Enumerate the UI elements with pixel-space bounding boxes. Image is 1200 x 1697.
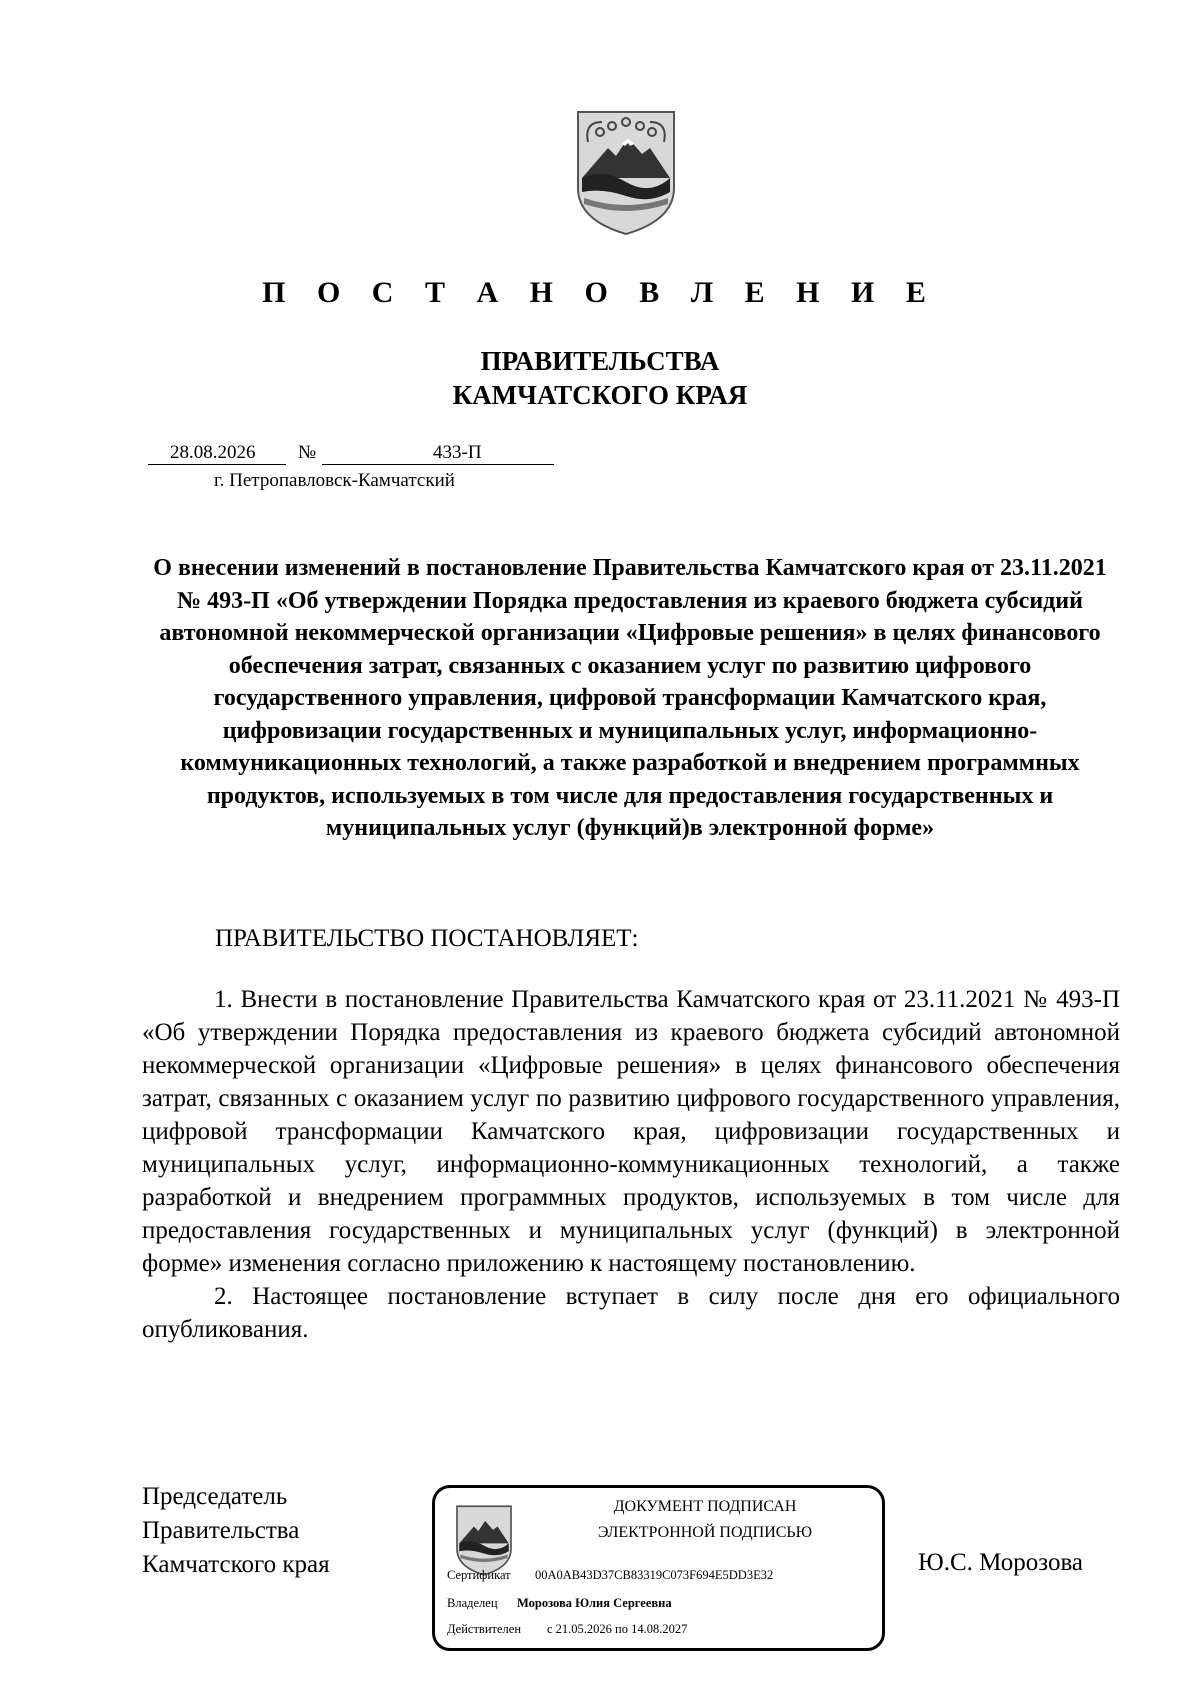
position-line-3: Камчатского края (142, 1551, 330, 1578)
validity-value: с 21.05.2026 по 14.08.2027 (547, 1622, 688, 1636)
stamp-coat-of-arms-icon (453, 1504, 515, 1576)
certificate-value: 00A0AB43D37CB83319C073F694E5DD3E32 (535, 1568, 774, 1582)
kamchatka-coat-of-arms-icon (572, 108, 680, 236)
stamp-validity-row (447, 1622, 688, 1637)
owner-value: Морозова Юлия Сергеевна (517, 1596, 672, 1610)
paragraph-1: 1. Внести в постановление Правительства Камчатского края от 23.11.2021 № 493-П «Об утверждении Порядка предоставления из краевого бюджета субсидий автономной некоммерческой организации «Цифровые решения» в целях финансового обеспечения затрат, связанных с оказанием услуг по развитию цифрового государственного управления, цифровой трансформации Камчатского края, цифровизации государственных и муниципальных услуг, информационно-коммуникационных технологий, а также разработкой и внедрением программных продуктов, используемых в том числе для предоставления государственных и муниципальных услуг (функций) в электронной форме» изменения согласно приложению к настоящему постановлению. (142, 986, 1120, 1277)
date-number-line (148, 442, 568, 466)
number-underline (322, 464, 554, 465)
authority-line-1: ПРАВИТЕЛЬСТВА (480, 346, 720, 376)
issuing-authority (0, 344, 1200, 412)
paragraph-2: 2. Настоящее постановление вступает в силу после дня его официального опубликования. (142, 1283, 1120, 1343)
date-underline (148, 464, 286, 465)
stamp-certificate-row (447, 1568, 774, 1583)
certificate-label: Сертификат (447, 1568, 511, 1582)
electronic-signature-stamp (432, 1485, 885, 1651)
stamp-line-1: ДОКУМЕНТ ПОДПИСАН (613, 1498, 797, 1515)
signatory-name: Ю.С. Морозова (918, 1549, 1084, 1576)
stamp-owner-row (447, 1596, 672, 1611)
owner-label: Владелец (447, 1596, 498, 1610)
position-line-1: Председатель (142, 1483, 288, 1510)
number-sign: № (298, 442, 317, 463)
document-date: 28.08.2026 (170, 442, 256, 463)
stamp-line-2: ЭЛЕКТРОННОЙ ПОДПИСЬЮ (597, 1524, 813, 1541)
decree-statement: ПРАВИТЕЛЬСТВО ПОСТАНОВЛЯЕТ: (215, 925, 639, 952)
signatory-position (142, 1480, 330, 1582)
position-line-2: Правительства (142, 1517, 300, 1544)
document-body (142, 983, 1120, 1346)
authority-line-2: КАМЧАТСКОГО КРАЯ (452, 380, 748, 410)
validity-label: Действителен (447, 1622, 522, 1636)
city-label: г. Петропавловск-Камчатский (214, 470, 455, 491)
document-heading: О внесении изменений в постановление Правительства Камчатского края от 23.11.2021 № 493-П «Об утверждении Порядка предоставления из краевого бюджета субсидий автономной некоммерческой организации «Цифровые решения» в целях финансового обеспечения затрат, связанных с оказанием услуг по развитию цифрового государственного управления, цифровой трансформации Камчатского края, цифровизации государственных и муниципальных услуг, информационно-коммуникационных технологий, а также разработкой и внедрением программных продуктов, используемых в том числе для предоставления государственных и муниципальных услуг (функций)в электронной форме» (153, 555, 1107, 841)
document-number: 433-П (433, 442, 482, 463)
document-type-title: П О С Т А Н О В Л Е Н И Е (262, 276, 938, 309)
